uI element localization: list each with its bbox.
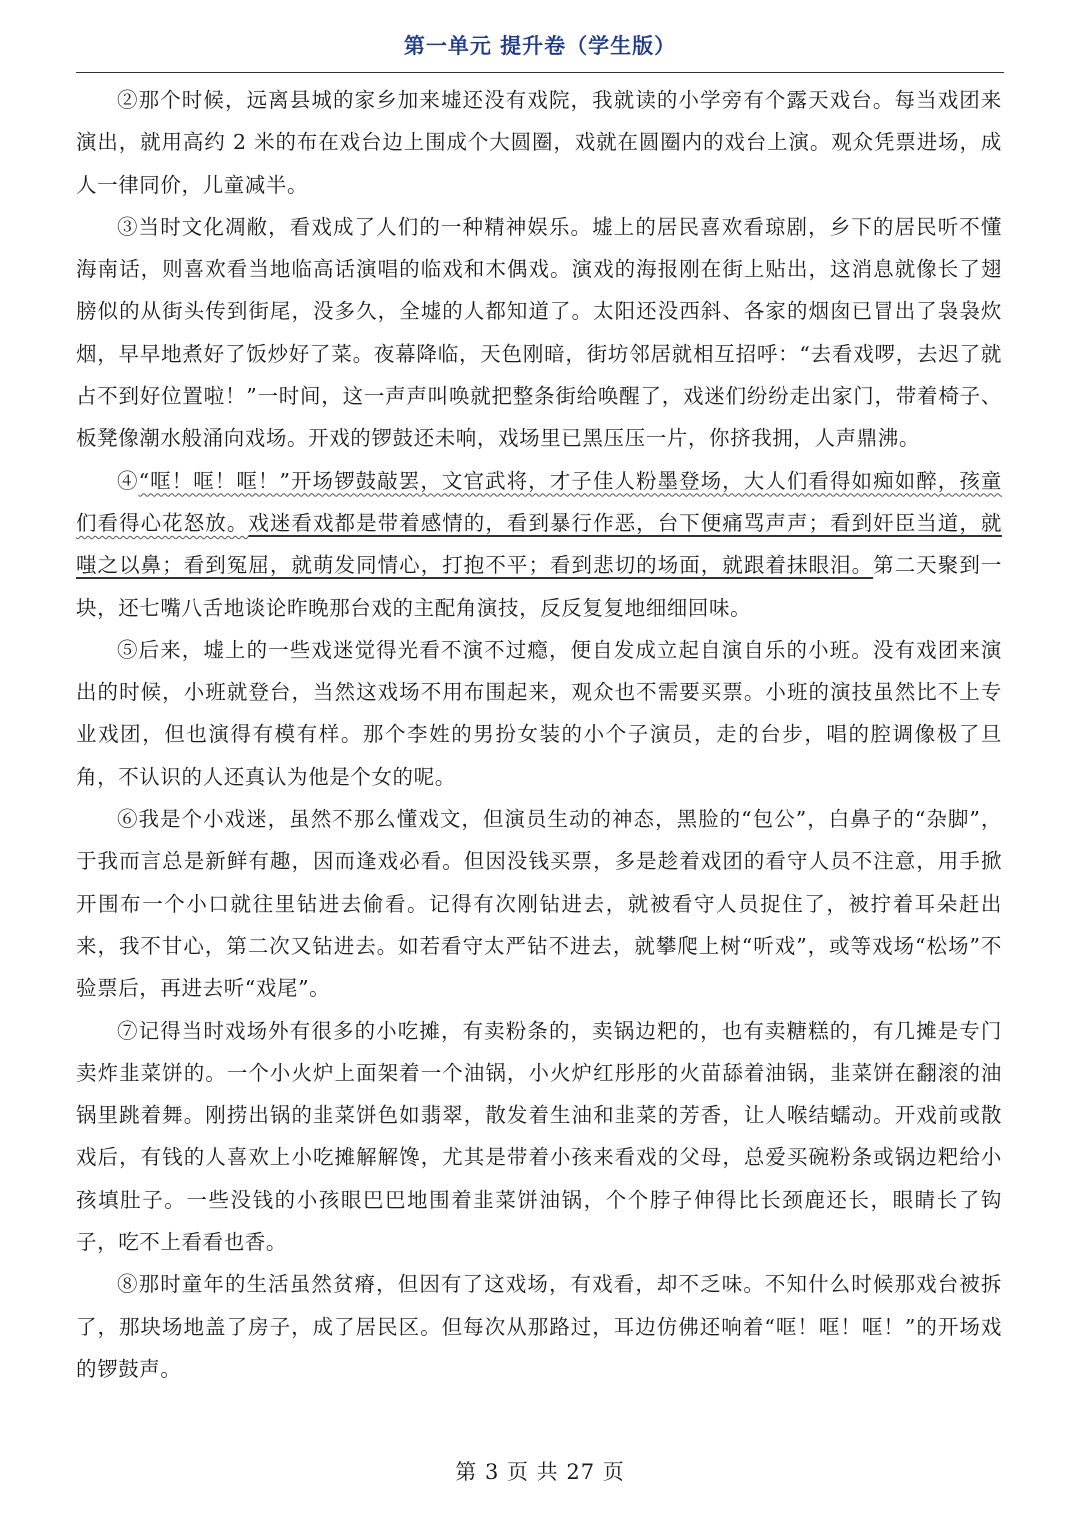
page-number: 第 3 页 共 27 页	[455, 1460, 625, 1484]
paragraph-7: ⑦记得当时戏场外有很多的小吃摊，有卖粉条的，卖锅边粑的，也有卖糖糕的，有几摊是专门卖炸韭菜饼的。一个小火炉上面架着一个油锅，小火炉红彤彤的火苗舔着油锅，韭菜饼在翻滚的油锅里跳着舞。刚捞出锅的韭菜饼色如翡翠，散发着生油和韭菜的芳香，让人喉结蠕动。开戏前或散戏后，有钱的人喜欢上小吃摊解解馋，尤其是带着小孩来看戏的父母，总爱买碗粉条或锅边粑给小孩填肚子。一些没钱的小孩眼巴巴地围着韭菜饼油锅，个个脖子伸得比长颈鹿还长，眼睛长了钩子，吃不上看看也香。	[76, 1018, 1002, 1255]
paragraph-4-number: ④	[117, 468, 139, 493]
page-header-title: 第一单元 提升卷（学生版）	[403, 34, 677, 58]
article-body	[76, 79, 1002, 1390]
paragraph-2: ②那个时候，远离县城的家乡加来墟还没有戏院，我就读的小学旁有个露天戏台。每当戏团来演出，就用高约 2 米的布在戏台边上围成个大圆圈，戏就在圆圈内的戏台上演。观众凭票进场，成人一律同价，儿童减半。	[76, 88, 1002, 197]
header-divider	[76, 72, 1004, 73]
paragraph-8: ⑧那时童年的生活虽然贫瘠，但因有了这戏场，有戏看，却不乏味。不知什么时候那戏台被拆了，那块场地盖了房子，成了居民区。但每次从那路过，耳边仿佛还响着“哐！哐！哐！”的开场戏的锣鼓声。	[76, 1272, 1002, 1381]
wavy-underlined-sentence: “哐！哐！哐！”开场锣鼓敲罢，文官武将，才子佳人粉墨登场，大人们看得如痴如醉，孩童们看得心花怒放。	[76, 468, 1002, 535]
paragraph-6: ⑥我是个小戏迷，虽然不那么懂戏文，但演员生动的神态，黑脸的“包公”，白鼻子的“杂脚”，于我而言总是新鲜有趣，因而逢戏必看。但因没钱买票，多是趁着戏团的看守人员不注意，用手掀开围布一个小口就往里钻进去偷看。记得有次刚钻进去，就被看守人员捉住了，被拧着耳朵赶出来，我不甘心，第二次又钻进去。如若看守太严钻不进去，就攀爬上树“听戏”，或等戏场“松场”不验票后，再进去听“戏尾”。	[76, 807, 1002, 1001]
paragraph-5: ⑤后来，墟上的一些戏迷觉得光看不演不过瘾，便自发成立起自演自乐的小班。没有戏团来演出的时候，小班就登台，当然这戏场不用布围起来，观众也不需要买票。小班的演技虽然比不上专业戏团，但也演得有模有样。那个李姓的男扮女装的小个子演员，走的台步，唱的腔调像极了旦角，不认识的人还真认为他是个女的呢。	[76, 637, 1002, 789]
paragraph-3: ③当时文化凋敝，看戏成了人们的一种精神娱乐。墟上的居民喜欢看琼剧，乡下的居民听不懂海南话，则喜欢看当地临高话演唱的临戏和木偶戏。演戏的海报刚在街上贴出，这消息就像长了翅膀似的从街头传到街尾，没多久，全墟的人都知道了。太阳还没西斜、各家的烟囱已冒出了袅袅炊烟，早早地煮好了饭炒好了菜。夜幕降临，天色刚暗，街坊邻居就相互招呼：“去看戏啰，去迟了就占不到好位置啦！”一时间，这一声声叫唤就把整条街给唤醒了，戏迷们纷纷走出家门，带着椅子、板凳像潮水般涌向戏场。开戏的锣鼓还未响，戏场里已黑压压一片，你挤我拥，人声鼎沸。	[76, 214, 1002, 451]
paragraph-4	[76, 460, 1002, 629]
straight-underlined-sentence: 戏迷看戏都是带着感情的，看到暴行作恶，台下便痛骂声声；看到奸臣当道，就嗤之以鼻；看到冤屈，就萌发同情心，打抱不平；看到悲切的场面，就跟着抹眼泪。	[76, 510, 1002, 578]
paragraph-4-rest: 第二天聚到一块，还七嘴八舌地谈论昨晚那台戏的主配角演技，反反复复地细细回味。	[76, 553, 1002, 620]
